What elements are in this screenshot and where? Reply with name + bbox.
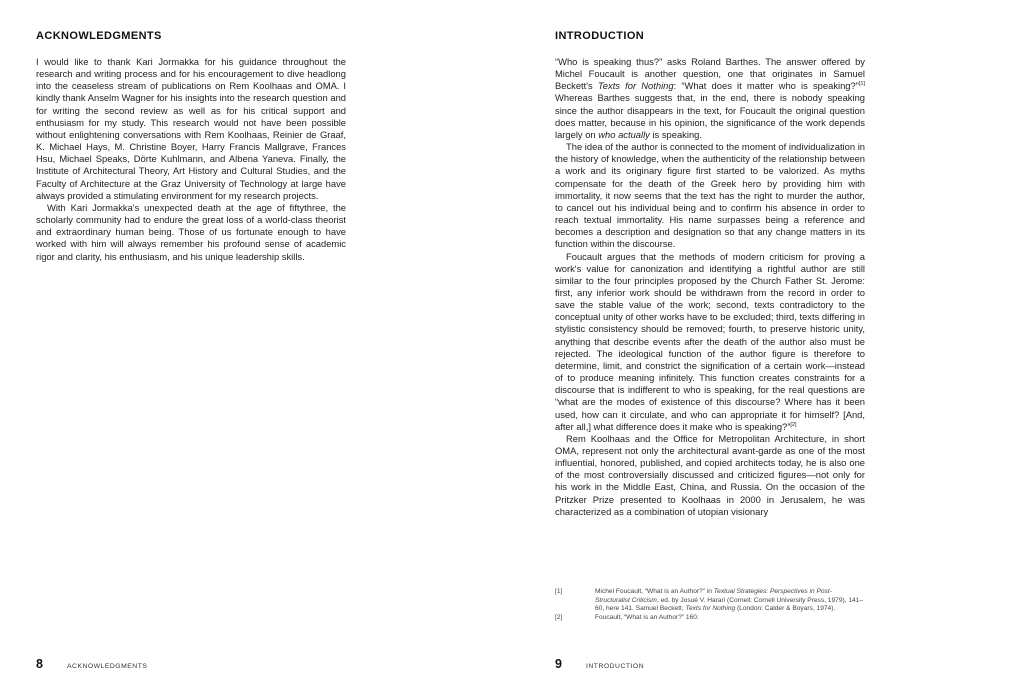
footnote xyxy=(555,614,865,623)
paragraph xyxy=(555,251,865,433)
text-run: Michel Foucault, “What is an Author?” in xyxy=(595,588,714,595)
running-footer: INTRODUCTION xyxy=(586,663,645,670)
emphasis: who actually xyxy=(598,128,650,140)
footnote xyxy=(555,588,865,614)
book-title: Texts for Nothing xyxy=(597,80,674,92)
page-heading: ACKNOWLEDGMENTS xyxy=(36,30,162,42)
running-footer: ACKNOWLEDGMENTS xyxy=(67,663,148,670)
footnote-ref[interactable]: [2] xyxy=(790,421,797,428)
footnote-ref[interactable]: [1] xyxy=(858,81,865,88)
text-run: Whereas Barthes suggests that, in the end, there is nobody speaking since the author disappears in the text, for Foucault the original question does matter, because in his opinion, the significance of the work depends largely on xyxy=(555,92,865,140)
folio xyxy=(555,657,644,671)
text-run: : “What does it matter who is speaking?” xyxy=(673,80,859,92)
folio xyxy=(36,657,147,671)
page-number: 8 xyxy=(36,657,43,671)
paragraph xyxy=(555,56,865,141)
book-title: Texts for Nothing xyxy=(685,605,736,613)
footnotes xyxy=(555,588,865,622)
footnote-text: Foucault, “What is an Author?” 160. xyxy=(595,613,699,621)
footnote-text xyxy=(595,588,865,614)
page-heading: INTRODUCTION xyxy=(555,30,645,42)
footnote-mark: [2] xyxy=(555,613,563,621)
paragraph: With Kari Jormakka's unexpected death at the age of fiftythree, the scholarly community had to endure the great loss of a world-class theorist and extraordinary human being. Those of us fortunate enough to have worked with him will always remember his profound sense of academic rigor and clarity, his enthusiasm, and his unique leadership skills. xyxy=(36,201,346,262)
paragraph: Rem Koolhaas and the Office for Metropolitan Architecture, in short OMA, represent not only the architectural avant-garde as one of the most influential, honored, published, and copied architects today, he is also one of the most controversially discussed and criticized figures—not only for his work in the Middle East, China, and Russia. On the occasion of the Pritzker Prize presented to Koolhaas in 2000 in Jerusalem, he was characterized as a combination of utopian visionary xyxy=(555,432,865,517)
body-text xyxy=(36,56,346,263)
text-run: , ed. by Josué V. Harari (Cornell: Cornell University Press, 1979), 141–60, here 141. Samuel Beckett, xyxy=(595,596,864,613)
paragraph: The idea of the author is connected to the moment of individualization in the history of knowledge, when the authenticity of the relationship between a work and its originary figure first started to be valorized. As myths compensate for the death of the Greek hero by providing him with immortality, it now seems that the text has the right to murder the author, to cancel out his individual being and to confirm his absence in order to reach textual immortality. His name surpasses being a reference and becomes a description and designation so that any change matters in its function within the discourse. xyxy=(555,141,865,250)
text-run: “Who is speaking thus?” asks Roland Barthes. The answer offered by Michel Foucault is another question, one that originates in Samuel Beckett's xyxy=(555,56,865,92)
book-title: Textual Strategies: Perspectives in Post-Structuralist Criticism xyxy=(595,588,832,604)
right-page xyxy=(512,0,1024,698)
page-number: 9 xyxy=(555,657,562,671)
paragraph: I would like to thank Kari Jormakka for his guidance throughout the research and writing process and for his encouragement to dive headlong into the ceaseless stream of publications on Rem Koolhaas and OMA. I kindly thank Anselm Wagner for his insights into the research question and for writing the second review as well as for his critical support and enthusiasm for my study. This research would not have been possible without enlightening conversations with Rem Koolhaas, Reinier de Graaf, K. Michael Hays, M. Christine Boyer, Harry Francis Mallgrave, Frances Hsu, Michael Speaks, Dörte Kuhlmann, and Albena Yaneva. Finally, the Institute of Architectural Theory, Art History and Cultural Studies, and the Faculty of Architecture at the Graz University of Technology at large have always provided a stimulating environment for my research projects. xyxy=(36,56,346,201)
text-run: Foucault argues that the methods of modern criticism for proving a work's value for canonization and identifying a rightful author are still similar to the four principles proposed by the Church Father St. Jerome: first, any inferior work should be withdrawn from the record in order to save the stable value of the work; second, texts contradictory to the conceptual unity of other works have to be excluded; third, texts differing in stylistic consistency should be removed; fourth, to preserve historic unity, anything that describe events after the death of the author also must be rejected. The ideological function of the author figure is therefore to determine, limit, and constrict the signification of a certain work—instead of to produce meaning infinitely. This function creates constraints for a discourse that is indifferent to who is speaking, for the real questions are “what are the modes of existence of this discourse? Where has it been used, how can it circulate, and who can appropriate it for himself? [And, after all,] what difference does it make who is speaking?” xyxy=(555,250,865,432)
text-run: (London: Calder & Boyars, 1974). xyxy=(735,605,836,613)
body-text xyxy=(555,56,865,518)
footnote-mark: [1] xyxy=(555,588,563,595)
text-run: is speaking. xyxy=(649,128,702,140)
